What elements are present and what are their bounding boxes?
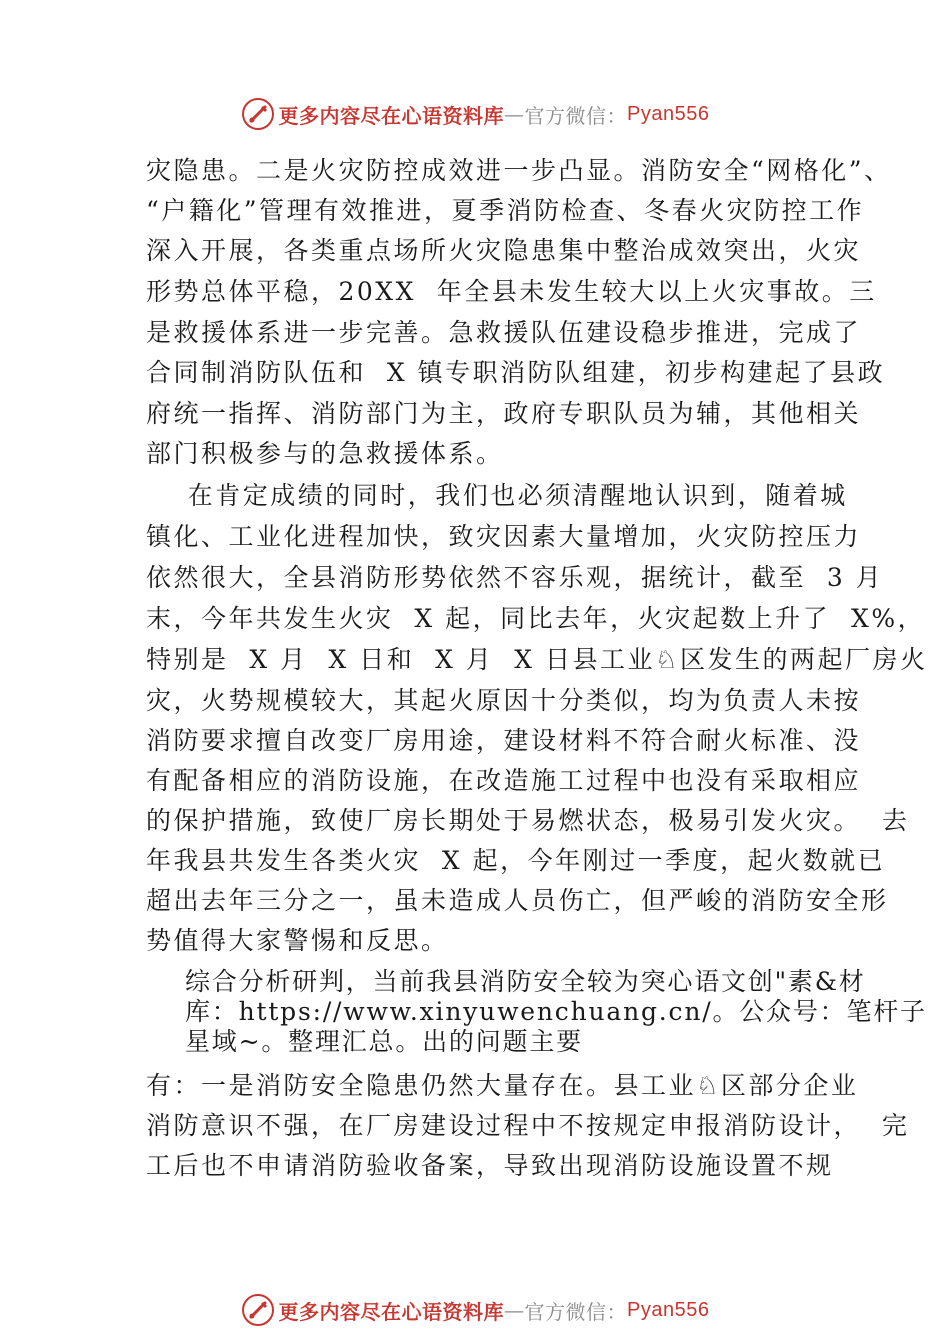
footer-wechat-id: Pyan556 bbox=[627, 1298, 710, 1321]
text-line: 是救援体系进一步完善。急救援队伍建设稳步推进，完成了 bbox=[146, 318, 862, 347]
footer-brand-text: 更多内容尽在心语资料库 bbox=[278, 1299, 505, 1324]
text-line: 势值得大家警惕和反思。 bbox=[146, 926, 449, 955]
text-line: 的保护措施，致使厂房长期处于易燃状态，极易引发火灾。 去 bbox=[146, 806, 910, 835]
text-line: 依然很大，全县消防形势依然不容乐观，据统计，截至 3 月 bbox=[146, 563, 884, 592]
footer-dash: — bbox=[504, 1298, 525, 1322]
text-line: 消防要求擅自改变厂房用途，建设材料不符合耐火标准、没 bbox=[146, 726, 862, 755]
text-line: 深入开展，各类重点场所火灾隐患集中整治成效突出，火灾 bbox=[146, 236, 862, 265]
header-wechat-id: Pyan556 bbox=[627, 102, 710, 125]
brand-logo-icon bbox=[241, 97, 275, 131]
text-line: 镇化、工业化进程加快，致灾因素大量增加，火灾防控压力 bbox=[146, 522, 862, 551]
text-line: 有配备相应的消防设施，在改造施工过程中也没有采取相应 bbox=[146, 766, 862, 795]
text-line: 库：https://www.xinyuwenchuang.cn/。公众号：笔杆子 bbox=[146, 997, 927, 1026]
text-line: 部门积极参与的急救援体系。 bbox=[146, 439, 504, 468]
text-line: 星域~。整理汇总。出的问题主要 bbox=[146, 1027, 583, 1056]
text-line: 末，今年共发生火灾 X 起，同比去年，火灾起数上升了 X%， bbox=[146, 604, 926, 633]
text-line: 年我县共发生各类火灾 X 起，今年刚过一季度，起火数就已 bbox=[146, 846, 886, 875]
text-line: 形势总体平稳，20XX 年全县未发生较大以上火灾事故。三 bbox=[146, 277, 877, 306]
brand-logo-icon bbox=[241, 1293, 275, 1327]
text-line: 超出去年三分之一，虽未造成人员伤亡，但严峻的消防安全形 bbox=[146, 886, 889, 915]
header-wechat-label: 官方微信： bbox=[524, 103, 628, 128]
text-line: “户籍化”管理有效推进，夏季消防检查、冬春火灾防控工作 bbox=[146, 196, 865, 225]
text-line: 灾，火势规模较大，其起火原因十分类似，均为负责人未按 bbox=[146, 686, 862, 715]
text-line: 在肯定成绩的同时，我们也必须清醒地认识到，随着城 bbox=[146, 481, 848, 510]
text-line: 工后也不申请消防验收备案，导致出现消防设施设置不规 bbox=[146, 1151, 834, 1180]
text-line: 消防意识不强，在厂房建设过程中不按规定申报消防设计， 完 bbox=[146, 1111, 910, 1140]
footer-banner bbox=[0, 1290, 950, 1330]
header-dash: — bbox=[504, 102, 525, 126]
header-brand-text: 更多内容尽在心语资料库 bbox=[278, 103, 505, 128]
header-banner bbox=[0, 94, 950, 134]
text-line: 灾隐患。二是火灾防控成效进一步凸显。消防安全“网格化”、 bbox=[146, 156, 892, 185]
footer-wechat-label: 官方微信： bbox=[524, 1299, 628, 1324]
text-line: 综合分析研判，当前我县消防安全较为突心语文创"素&材 bbox=[146, 967, 866, 996]
text-line: 合同制消防队伍和 X 镇专职消防队组建，初步构建起了县政 bbox=[146, 358, 886, 387]
text-line: 府统一指挥、消防部门为主，政府专职队员为辅，其他相关 bbox=[146, 399, 862, 428]
text-line: 特别是 X 月 X 日和 X 月 X 日县工业♘区发生的两起厂房火 bbox=[146, 645, 928, 674]
text-line: 有：一是消防安全隐患仍然大量存在。县工业♘区部分企业 bbox=[146, 1071, 859, 1100]
